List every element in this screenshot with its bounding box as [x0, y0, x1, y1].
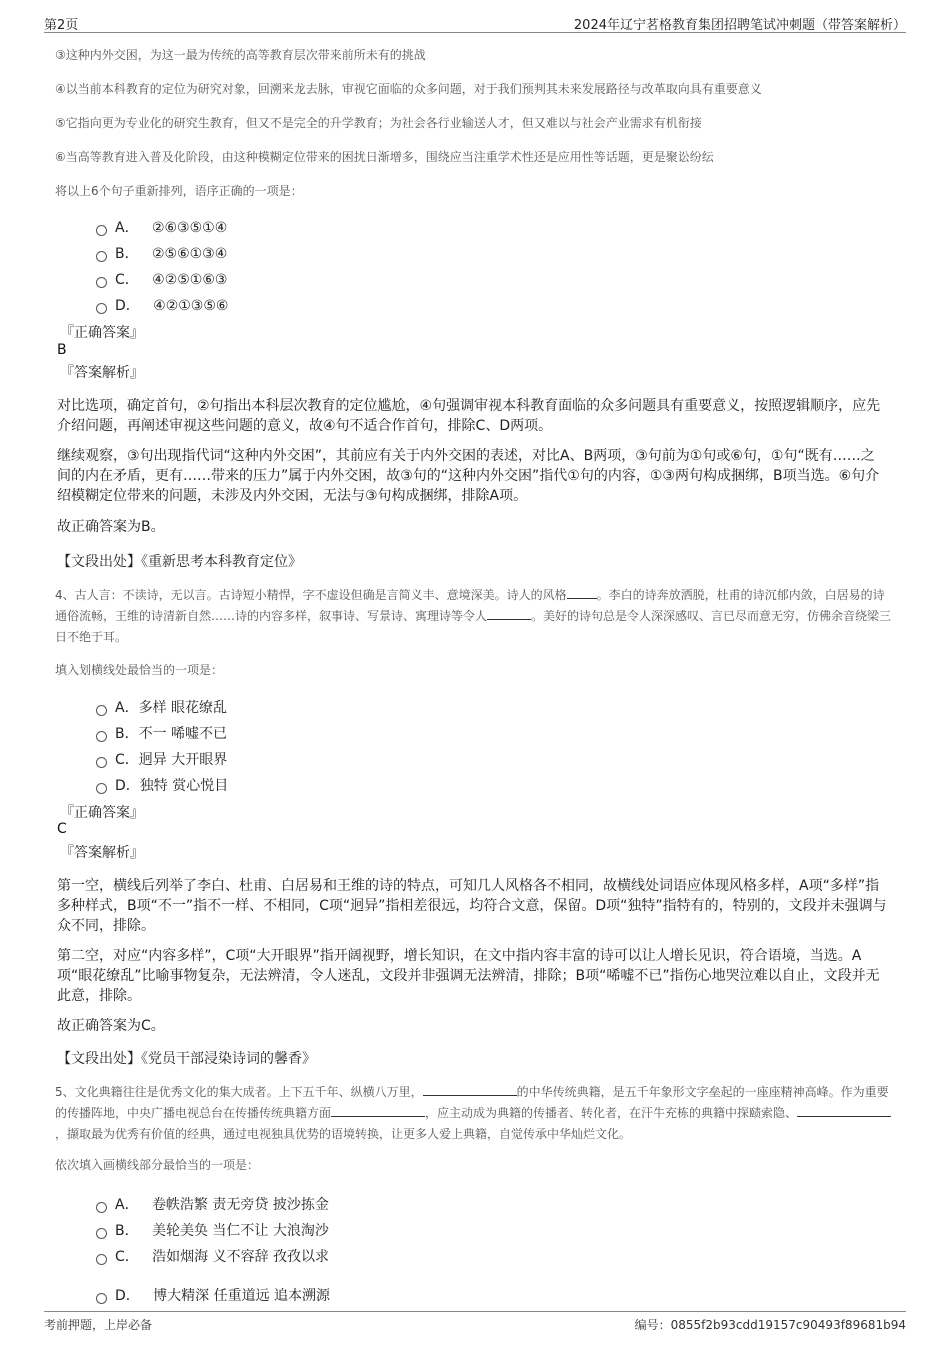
- sentence-3: ③这种内外交困，为这一最为传统的高等教育层次带来前所未有的挑战: [55, 48, 426, 62]
- blank-line: [487, 606, 531, 620]
- sentence-6: ⑥当高等教育进入普及化阶段，由这种模糊定位带来的困扰日渐增多，围绕应当注重学术性还是应用性等话题，更是聚讼纷纭: [55, 150, 714, 164]
- correct-answer-label: 『正确答案』: [60, 325, 144, 341]
- radio-icon[interactable]: [96, 705, 107, 716]
- radio-icon[interactable]: [96, 731, 107, 742]
- question-prompt: 填入划横线处最恰当的一项是：: [55, 663, 224, 677]
- correct-answer: B: [57, 342, 67, 358]
- document-title: 2024年辽宁茗格教育集团招聘笔试冲刺题（带答案解析）: [573, 18, 906, 33]
- radio-icon[interactable]: [96, 1254, 107, 1265]
- analysis-paragraph: 第一空，横线后列举了李白、杜甫、白居易和王维的诗的特点，可知几人风格各不相同，故横线处词语应体现风格多样，A项“多样”指多种样式，B项“不一”指不一样、不相同，C项“迥异”指相差很远，均符合文意，保留。D项“独特”指特有的，特别的，文段并未强调与众不同，排除。: [57, 878, 887, 934]
- option-b[interactable]: B． ②⑤⑥①③④: [96, 243, 227, 263]
- question-stem: 4、古人言：不读诗，无以言。古诗短小精悍，字不虚设但确是言简义丰、意境深美。诗人的风格 。李白的诗奔放洒脱，杜甫的诗沉郁内敛，白居易的诗通俗流畅，王维的诗清新自然……诗的内容多样，叙事诗、写景诗、寓理诗等令人 。美好的诗句总是令人深深感叹、言已尽而意无穷，仿佛余音绕梁三日不绝于耳。: [55, 585, 895, 648]
- option-d[interactable]: D． ④②①③⑤⑥: [96, 295, 228, 315]
- radio-icon[interactable]: [96, 1293, 107, 1304]
- radio-icon[interactable]: [96, 225, 107, 236]
- option-b[interactable]: B．不一 唏嘘不已: [96, 723, 227, 743]
- blank-line: [331, 1103, 425, 1117]
- option-d[interactable]: D．独特 赏心悦目: [96, 775, 228, 795]
- option-b[interactable]: B． 美轮美奂 当仁不让 大浪淘沙: [96, 1220, 329, 1240]
- option-c[interactable]: C．迥异 大开眼界: [96, 749, 227, 769]
- page-number: 第2页: [44, 18, 79, 33]
- analysis-label: 『答案解析』: [60, 365, 144, 381]
- blank-line: [797, 1103, 891, 1117]
- option-a[interactable]: A． ②⑥③⑤①④: [96, 217, 227, 237]
- radio-icon[interactable]: [96, 277, 107, 288]
- analysis-paragraph: 第二空，对应“内容多样”，C项“大开眼界”指开阔视野，增长知识，在文中指内容丰富的诗可以让人增长见识，符合语境，当选。A项“眼花缭乱”比喻事物复杂，无法辨清，令人迷乱，文段并非强调无法辨清，排除；B项“唏嘘不已”指伤心地哭泣难以自止，文段并无此意，排除。: [57, 948, 880, 1004]
- option-c[interactable]: C． 浩如烟海 义不容辞 孜孜以求: [96, 1246, 329, 1266]
- option-c[interactable]: C． ④②⑤①⑥③: [96, 269, 227, 289]
- question-prompt: 将以上6个句子重新排列，语序正确的一项是：: [55, 184, 303, 198]
- option-a[interactable]: A．多样 眼花缭乱: [96, 697, 227, 717]
- document-id: 编号：0855f2b93cdd19157c90493f89681b94: [634, 1318, 906, 1332]
- radio-icon[interactable]: [96, 251, 107, 262]
- radio-icon[interactable]: [96, 303, 107, 314]
- sentence-4: ④以当前本科教育的定位为研究对象，回溯来龙去脉，审视它面临的众多问题，对于我们预判其未来发展路径与改革取向具有重要意义: [55, 82, 762, 96]
- sentence-5: ⑤它指向更为专业化的研究生教育，但又不是完全的升学教育；为社会各行业输送人才，但又难以与社会产业需求有机衔接: [55, 116, 702, 130]
- analysis-conclusion: 故正确答案为C。: [57, 1018, 165, 1034]
- option-a[interactable]: A． 卷帙浩繁 责无旁贷 披沙拣金: [96, 1194, 329, 1214]
- analysis-paragraph: 继续观察，③句出现指代词“这种内外交困”，其前应有关于内外交困的表述，对比A、B两项，③句前为①句或⑥句，①句“既有……之间的内在矛盾，更有……带来的压力”属于内外交困，故③句的“这种内外交困”指代①句的内容，①③两句构成捆绑，B项当选。⑥句介绍模糊定位带来的问题，未涉及内外交困，无法与③句构成捆绑，排除A项。: [57, 448, 880, 504]
- text-source: 【文段出处】《党员干部浸染诗词的馨香》: [57, 1051, 316, 1067]
- radio-icon[interactable]: [96, 757, 107, 768]
- radio-icon[interactable]: [96, 1228, 107, 1239]
- radio-icon[interactable]: [96, 1202, 107, 1213]
- blank-line: [567, 585, 597, 599]
- analysis-paragraph: 对比选项，确定首句，②句指出本科层次教育的定位尴尬，④句强调审视本科教育面临的众多问题具有重要意义，按照逻辑顺序，应先介绍问题，再阐述审视这些问题的意义，故④句不适合作首句，排除C、D两项。: [57, 398, 881, 434]
- page-footer: [44, 1311, 906, 1334]
- question-stem: 5、文化典籍往往是优秀文化的集大成者。上下五千年、纵横八万里， 的中华传统典籍，是五千年象形文字垒起的一座座精神高峰。作为重要的传播阵地，中央广播电视总台在传播传统典籍方面 ，应主动成为典籍的传播者、转化者，在汗牛充栋的典籍中探赜索隐、，撷取最为优秀有价值的经典，通过电视独具优势的语境转换，让更多人爱上典籍，自觉传承中华灿烂文化。: [55, 1082, 895, 1145]
- page-header: [44, 12, 906, 33]
- blank-line: [423, 1082, 517, 1096]
- question-prompt: 依次填入画横线部分最恰当的一项是：: [55, 1158, 260, 1172]
- radio-icon[interactable]: [96, 783, 107, 794]
- text-source: 【文段出处】《重新思考本科教育定位》: [57, 554, 302, 570]
- option-d[interactable]: D． 博大精深 任重道远 追本溯源: [96, 1285, 330, 1305]
- analysis-label: 『答案解析』: [60, 845, 144, 861]
- correct-answer: C: [57, 821, 67, 837]
- analysis-conclusion: 故正确答案为B。: [57, 519, 165, 535]
- footer-slogan: 考前押题，上岸必备: [44, 1318, 153, 1332]
- correct-answer-label: 『正确答案』: [60, 805, 144, 821]
